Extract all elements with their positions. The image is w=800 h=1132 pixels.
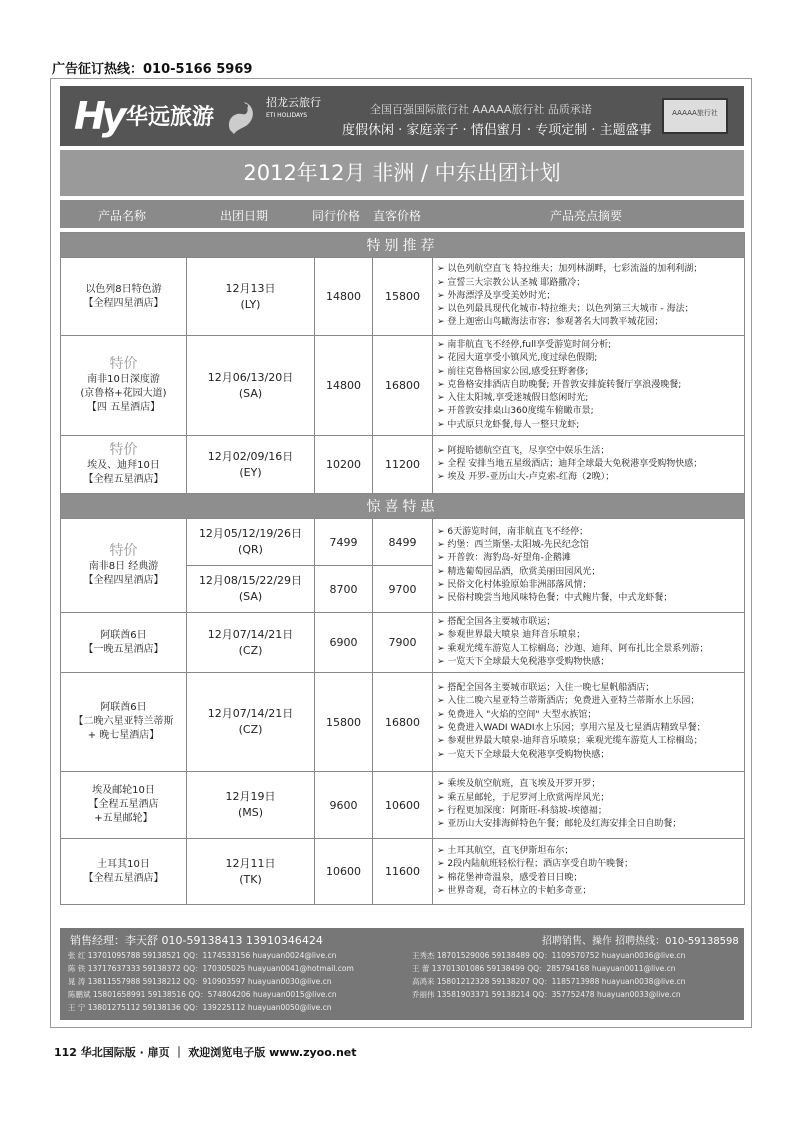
eti-logo <box>266 96 321 122</box>
table-row <box>61 673 745 772</box>
ad-hotline: 广告征订热线：010-5166 5969 <box>52 62 253 77</box>
col-highlights: 产品亮点摘要 <box>550 209 623 223</box>
contact-item: 晁 涛 13811557988 59138212 QQ：910903597 huayuan0030@live.cn <box>68 977 332 986</box>
recruit-hotline: 招聘销售、操作 招聘热线：010-59138598 <box>542 936 739 947</box>
peer-price: 14800 <box>315 258 373 336</box>
peer-price: 10200 <box>315 436 373 494</box>
product-name: 埃及邮轮10日 【全程五星酒店 +五星邮轮】 <box>61 772 187 839</box>
peer-price: 8700 <box>315 566 373 613</box>
direct-price: 16800 <box>373 673 433 772</box>
product-name: 阿联酋6日 【二晚六星亚特兰蒂斯 + 晚七星酒店】 <box>61 673 187 772</box>
page-footer-line: 112 华北国际版 · 扉页 ｜ 欢迎浏览电子版 www.zyoo.net <box>54 1046 357 1059</box>
highlights: ➢ 南非航直飞不经停,full享受游览时间分析; ➢ 花园大道享受小镇风光,度过绿色假期; ➢ 前往克鲁格国家公园,感受狂野奢侈; ➢ 克鲁格安排酒店自助晚餐; 开普敦安排旋转餐厅享浪漫晚餐; ➢ 入住太阳城,享受迷城假日悠闲时光; ➢ 开普敦安排桌山360度缆车俯瞰市景; ➢ 中式原只龙虾餐,每人一整只龙虾; <box>433 336 745 436</box>
direct-price: 16800 <box>373 336 433 436</box>
col-product-name: 产品名称 <box>98 209 147 223</box>
dragon-icon <box>222 94 262 138</box>
eti-cn-name: 招龙云旅行 <box>266 96 321 109</box>
contact-item: 王秀杰 18701529006 59138489 QQ：1109570752 huayuan0036@live.cn <box>412 951 686 960</box>
contact-item: 王 蕾 13701301086 59138499 QQ：285794168 huayuan0011@live.cn <box>412 964 676 973</box>
peer-price: 9600 <box>315 772 373 839</box>
highlights: ➢ 6天游览时间，南非航直飞不经停； ➢ 约堡：西兰斯堡-太阳城-先民纪念馆 ➢ 开普敦：海豹岛-好望角-企鹅滩 ➢ 精选葡萄园品酒，欣赏美丽田园风光； ➢ 民俗文化村体验原始非洲部落风情； ➢ 民俗村晚尝当地风味特色餐；中式鲍片餐，中式龙虾餐； <box>433 519 745 613</box>
special-price-tag: 特价 <box>109 543 138 559</box>
brand-name: 华远旅游 <box>126 105 215 130</box>
col-departure-date: 出团日期 <box>220 209 269 223</box>
direct-price: 11600 <box>373 839 433 905</box>
tagline-credentials: 全国百强国际旅行社 AAAAA旅行社 品质承诺 <box>370 103 592 116</box>
table-row <box>61 258 745 336</box>
table-row <box>61 336 745 436</box>
sales-manager: 销售经理：李天舒 010-59138413 13910346424 <box>70 934 323 947</box>
table-row <box>61 436 745 494</box>
contact-item: 陈鹏斌 15801658991 59138516 QQ：574804206 huayuan0015@live.cn <box>68 990 337 999</box>
departure-date: 12月08/15/22/29日 (SA) <box>187 566 315 613</box>
departure-date: 12月06/13/20日 (SA) <box>187 336 315 436</box>
highlights: ➢ 土耳其航空，直飞伊斯坦布尔； ➢ 2段内陆航班轻松行程；酒店享受自助午晚餐； ➢ 棉花堡神奇温泉，感受着日日晚； ➢ 世界奇观，奇石林立的卡帕多奇亚； <box>433 839 745 905</box>
table-row <box>61 519 745 566</box>
col-peer-price: 同行价格 <box>312 209 361 223</box>
peer-price: 14800 <box>315 336 373 436</box>
highlights: ➢ 阿提哈德航空直飞，尽享空中娱乐生活； ➢ 全程 安排当地五星级酒店；迪拜全球最大免税港享受购物快感； ➢ 埃及 开罗-亚历山大-卢克索-红海（2晚）； <box>433 436 745 494</box>
product-name: 以色列8日特色游 【全程四星酒店】 <box>61 258 187 336</box>
highlights: ➢ 搭配全国各主要城市联运；入住一晚七星帆船酒店； ➢ 入住二晚六星亚特兰蒂斯酒店；免费进入亚特兰蒂斯水上乐园； ➢ 免费进入 "火焰的空间" 大型水族馆； ➢ 免费进入WADI WADI水上乐园；享用六星及七星酒店精致早餐； ➢ 参观世界最大喷泉-迪拜音乐喷泉；乘观光缆车游览人工棕榈岛； ➢ 一览天下全球最大免税港享受购物快感； <box>433 673 745 772</box>
departure-date: 12月07/14/21日 (CZ) <box>187 613 315 673</box>
departure-date: 12月19日 (MS) <box>187 772 315 839</box>
section-surprise: 惊喜特惠 <box>61 494 745 519</box>
product-name: 特价 南非10日深度游 (京鲁格+花园大道) 【四 五星酒店】 <box>61 336 187 436</box>
contact-footer <box>60 928 744 1020</box>
highlights: ➢ 以色列航空直飞 特拉维夫；加列林湖畔，七彩流溢的加利利湖； ➢ 宣誓三大宗教公认圣城 耶路撒冷； ➢ 外海漂浮及享受美妙时光； ➢ 以色列最具现代化城市-特拉维夫；以色列第三大城市 - 海法； ➢ 登上迦密山鸟瞰海法市容；参观著名大同教平城花园； <box>433 258 745 336</box>
table-row <box>61 613 745 673</box>
contact-item: 张 红 13701095788 59138521 QQ：1174533156 huayuan0024@live.cn <box>68 951 337 960</box>
direct-price: 11200 <box>373 436 433 494</box>
aaaaa-badge: AAAAA旅行社 <box>662 98 728 134</box>
col-direct-price: 直客价格 <box>373 209 422 223</box>
page-title: 2012年12月 非洲 / 中东出团计划 <box>60 150 744 196</box>
hy-logo-icon: Hy <box>74 94 123 138</box>
peer-price: 6900 <box>315 613 373 673</box>
peer-price: 7499 <box>315 519 373 566</box>
product-name: 特价 埃及、迪拜10日 【全程五星酒店】 <box>61 436 187 494</box>
direct-price: 8499 <box>373 519 433 566</box>
peer-price: 15800 <box>315 673 373 772</box>
agency-header <box>60 86 744 146</box>
section-special: 特别推荐 <box>61 233 745 258</box>
table-row <box>61 772 745 839</box>
tagline-services: 度假休闲 · 家庭亲子 · 情侣蜜月 · 专项定制 · 主题盛事 <box>342 123 652 138</box>
direct-price: 7900 <box>373 613 433 673</box>
special-price-tag: 特价 <box>109 442 138 458</box>
product-name: 土耳其10日 【全程五星酒店】 <box>61 839 187 905</box>
table-row <box>61 839 745 905</box>
product-name: 特价 南非8日 经典游 【全程四星酒店】 <box>61 519 187 613</box>
departure-date: 12月05/12/19/26日 (QR) <box>187 519 315 566</box>
departure-date: 12月07/14/21日 (CZ) <box>187 673 315 772</box>
departure-date: 12月11日 (TK) <box>187 839 315 905</box>
special-price-tag: 特价 <box>109 356 138 372</box>
highlights: ➢ 搭配全国各主要城市联运； ➢ 参观世界最大喷泉 迪拜音乐喷泉； ➢ 乘观光缆车游览人工棕榈岛；沙迦、迪拜、阿布扎比全景系列游； ➢ 一览天下全球最大免税港享受购物快感； <box>433 613 745 673</box>
product-name: 阿联酋6日 【一晚五星酒店】 <box>61 613 187 673</box>
direct-price: 15800 <box>373 258 433 336</box>
column-header-row <box>60 200 744 228</box>
contact-item: 高鸿来 15801212328 59138207 QQ：1185713988 huayuan0038@live.cn <box>412 977 686 986</box>
departure-date: 12月13日 (LY) <box>187 258 315 336</box>
tour-table <box>60 232 745 905</box>
direct-price: 10600 <box>373 772 433 839</box>
direct-price: 9700 <box>373 566 433 613</box>
highlights: ➢ 乘埃及航空航班，直飞埃及开罗开罗； ➢ 乘五星邮轮，于尼罗河上欣赏两岸风光； ➢ 行程更加深度：阿斯旺-科翁坡-埃德福； ➢ 亚历山大安排海鲜特色午餐；邮轮及红海安排全日自助餐； <box>433 772 745 839</box>
contact-item: 乔丽伟 13581903371 59138214 QQ：357752478 huayuan0033@live.cn <box>412 990 681 999</box>
contact-item: 陈 铁 13717637333 59138372 QQ：170305025 huayuan0041@hotmail.com <box>68 964 354 973</box>
peer-price: 10600 <box>315 839 373 905</box>
eti-en-name: ETI HOLIDAYS <box>266 112 308 119</box>
contact-item: 王 宁 13801275112 59138136 QQ：139225112 huayuan0050@live.cn <box>68 1003 332 1012</box>
departure-date: 12月02/09/16日 (EY) <box>187 436 315 494</box>
